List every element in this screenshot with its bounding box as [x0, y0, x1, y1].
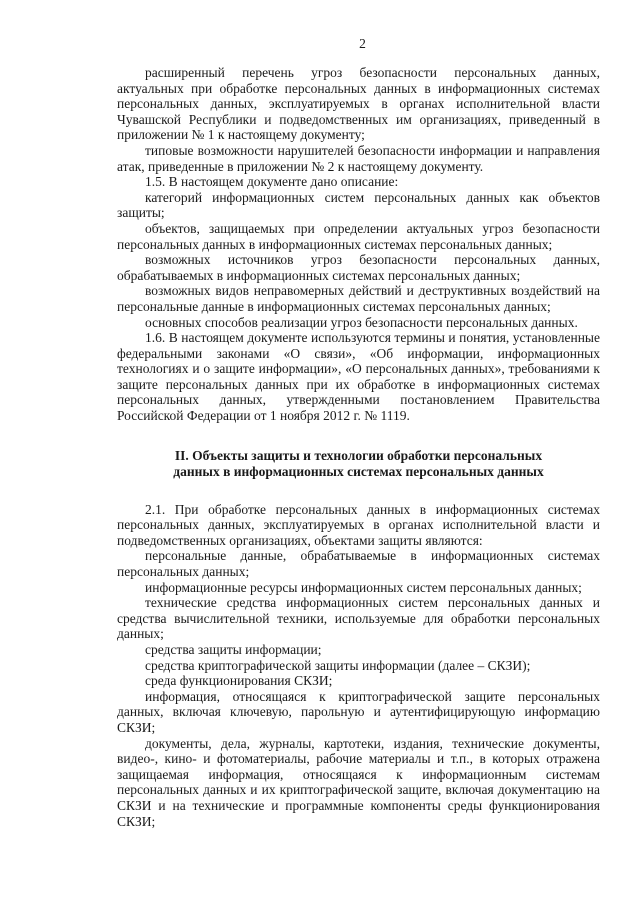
paragraph: возможных источников угроз безопасности персональных данных, обрабатываемых в информационных системах персональных данных; — [117, 252, 600, 283]
paragraph: типовые возможности нарушителей безопасности информации и направления атак, приведенные в приложении № 2 к настоящему документу. — [117, 142, 600, 174]
paragraph: персональные данные, обрабатываемые в информационных системах персональных данных; — [117, 548, 600, 580]
paragraph: 1.5. В настоящем документе дано описание: — [145, 174, 399, 190]
section-heading-line: II. Объекты защиты и технологии обработки персональных — [174, 447, 543, 463]
paragraph: информационные ресурсы информационных систем персональных данных; — [145, 579, 582, 595]
paragraph: средства криптографической защиты информации (далее – СКЗИ); — [145, 657, 531, 673]
paragraph: возможных видов неправомерных действий и деструктивных воздействий на персональные данные в информационных системах персональных данных; — [117, 283, 600, 314]
paragraph: информация, относящаяся к криптографической защите персональных данных, включая ключевую, парольную и аутентифицирующую информацию СКЗИ; — [117, 688, 600, 735]
paragraph: среда функционирования СКЗИ; — [145, 673, 333, 689]
section-heading — [117, 448, 600, 480]
section-heading-line: данных в информационных системах персональных данных — [173, 463, 544, 479]
paragraph: документы, дела, журналы, картотеки, издания, технические документы, видео-, кино- и фотоматериалы, рабочие материалы и т.п., в которых отражена защищаемая информация, относящаяся к информационным системам персональных данных и их криптографической защите, включая документацию на СКЗИ и на технические и программные компоненты среды функционирования СКЗИ; — [117, 735, 600, 829]
paragraph: расширенный перечень угроз безопасности персональных данных, актуальных при обработке персональных данных в информационных системах персональных данных, эксплуатируемых в органах исполнительной власти Чувашской Республики и подведомственных им организациях, приведенный в приложении № 1 к настоящему документу; — [117, 65, 600, 143]
paragraph: технические средства информационных систем персональных данных и средства вычислительной техники, используемые для обработки персональных данных; — [117, 595, 600, 642]
paragraph: категорий информационных систем персональных данных как объектов защиты; — [117, 189, 600, 221]
paragraph: 1.6. В настоящем документе используются термины и понятия, установленные федеральными законами «О связи», «Об информации, информационных технологиях и о защите информации», «О персональных данных», требованиями к защите персональных данных при их обработке в информационных системах персональных данных, утвержденными постановлением Правительства Российской Федерации от 1 ноября 2012 г. № 1119. — [117, 330, 600, 424]
paragraph: основных способов реализации угроз безопасности персональных данных. — [145, 314, 578, 330]
page-number: 2 — [359, 36, 366, 51]
paragraph: объектов, защищаемых при определении актуальных угроз безопасности персональных данных в информационных системах персональных данных; — [117, 220, 600, 252]
paragraph: 2.1. При обработке персональных данных в информационных системах персональных данных, эксплуатируемых в органах исполнительной власти и подведомственных организациях, объектами защиты являются: — [117, 501, 600, 548]
paragraph: средства защиты информации; — [145, 642, 322, 657]
document-body — [117, 65, 600, 829]
